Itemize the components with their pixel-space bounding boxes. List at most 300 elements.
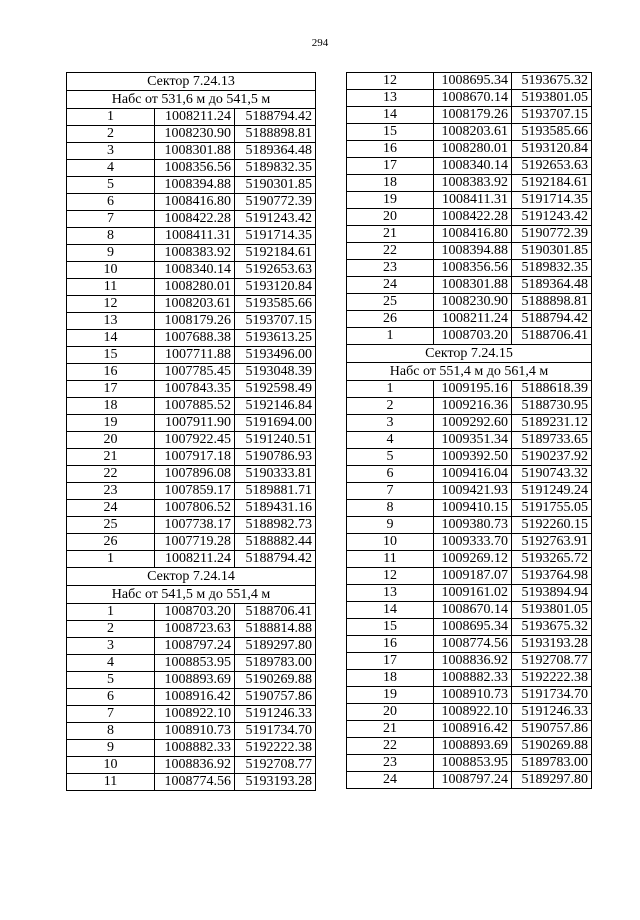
point-number: 15 bbox=[347, 619, 434, 636]
x-coordinate: 1008703.20 bbox=[434, 328, 512, 345]
y-coordinate: 5193585.66 bbox=[235, 296, 316, 313]
point-number: 22 bbox=[347, 738, 434, 755]
point-number: 9 bbox=[67, 245, 155, 262]
point-number: 1 bbox=[67, 604, 155, 621]
x-coordinate: 1008853.95 bbox=[434, 755, 512, 772]
y-coordinate: 5188882.44 bbox=[235, 534, 316, 551]
y-coordinate: 5193193.28 bbox=[512, 636, 592, 653]
y-coordinate: 5191249.24 bbox=[512, 483, 592, 500]
x-coordinate: 1008340.14 bbox=[155, 262, 235, 279]
y-coordinate: 5189881.71 bbox=[235, 483, 316, 500]
sector-title-row bbox=[67, 568, 316, 586]
x-coordinate: 1008910.73 bbox=[155, 723, 235, 740]
y-coordinate: 5189231.12 bbox=[512, 415, 592, 432]
x-coordinate: 1007896.08 bbox=[155, 466, 235, 483]
table-row bbox=[67, 655, 316, 672]
x-coordinate: 1008416.80 bbox=[434, 226, 512, 243]
point-number: 11 bbox=[67, 279, 155, 296]
point-number: 23 bbox=[347, 755, 434, 772]
y-coordinate: 5191714.35 bbox=[235, 228, 316, 245]
table-row bbox=[347, 260, 592, 277]
table-row bbox=[67, 126, 316, 143]
sector-height-range: Набс от 551,4 м до 561,4 м bbox=[347, 363, 592, 381]
point-number: 5 bbox=[67, 177, 155, 194]
x-coordinate: 1007785.45 bbox=[155, 364, 235, 381]
point-number: 23 bbox=[67, 483, 155, 500]
x-coordinate: 1008280.01 bbox=[434, 141, 512, 158]
point-number: 7 bbox=[67, 211, 155, 228]
point-number: 13 bbox=[67, 313, 155, 330]
point-number: 12 bbox=[347, 568, 434, 585]
y-coordinate: 5189364.48 bbox=[512, 277, 592, 294]
point-number: 17 bbox=[347, 653, 434, 670]
x-coordinate: 1008211.24 bbox=[155, 551, 235, 568]
table-row bbox=[67, 143, 316, 160]
table-row bbox=[347, 243, 592, 260]
x-coordinate: 1008211.24 bbox=[155, 109, 235, 126]
y-coordinate: 5189297.80 bbox=[512, 772, 592, 789]
y-coordinate: 5193764.98 bbox=[512, 568, 592, 585]
y-coordinate: 5189832.35 bbox=[235, 160, 316, 177]
table-row bbox=[347, 311, 592, 328]
table-row bbox=[67, 364, 316, 381]
point-number: 14 bbox=[347, 107, 434, 124]
table-row bbox=[67, 432, 316, 449]
y-coordinate: 5191240.51 bbox=[235, 432, 316, 449]
x-coordinate: 1009392.50 bbox=[434, 449, 512, 466]
point-number: 2 bbox=[347, 398, 434, 415]
point-number: 22 bbox=[67, 466, 155, 483]
y-coordinate: 5189733.65 bbox=[512, 432, 592, 449]
y-coordinate: 5190301.85 bbox=[512, 243, 592, 260]
point-number: 8 bbox=[347, 500, 434, 517]
x-coordinate: 1008922.10 bbox=[155, 706, 235, 723]
point-number: 25 bbox=[347, 294, 434, 311]
table-row bbox=[67, 313, 316, 330]
y-coordinate: 5193193.28 bbox=[235, 774, 316, 791]
x-coordinate: 1008695.34 bbox=[434, 73, 512, 90]
table-row bbox=[347, 568, 592, 585]
point-number: 1 bbox=[67, 551, 155, 568]
table-row bbox=[67, 466, 316, 483]
table-row bbox=[347, 381, 592, 398]
x-coordinate: 1009269.12 bbox=[434, 551, 512, 568]
table-row bbox=[67, 604, 316, 621]
x-coordinate: 1008280.01 bbox=[155, 279, 235, 296]
x-coordinate: 1009292.60 bbox=[434, 415, 512, 432]
point-number: 24 bbox=[67, 500, 155, 517]
x-coordinate: 1008230.90 bbox=[434, 294, 512, 311]
x-coordinate: 1008797.24 bbox=[434, 772, 512, 789]
point-number: 24 bbox=[347, 277, 434, 294]
x-coordinate: 1009216.36 bbox=[434, 398, 512, 415]
y-coordinate: 5191243.42 bbox=[512, 209, 592, 226]
x-coordinate: 1008670.14 bbox=[434, 602, 512, 619]
table-row bbox=[347, 226, 592, 243]
y-coordinate: 5193120.84 bbox=[235, 279, 316, 296]
y-coordinate: 5189783.00 bbox=[235, 655, 316, 672]
x-coordinate: 1008383.92 bbox=[155, 245, 235, 262]
y-coordinate: 5191714.35 bbox=[512, 192, 592, 209]
point-number: 20 bbox=[347, 704, 434, 721]
point-number: 20 bbox=[347, 209, 434, 226]
x-coordinate: 1008723.63 bbox=[155, 621, 235, 638]
x-coordinate: 1008774.56 bbox=[155, 774, 235, 791]
x-coordinate: 1007859.17 bbox=[155, 483, 235, 500]
y-coordinate: 5189431.16 bbox=[235, 500, 316, 517]
point-number: 19 bbox=[67, 415, 155, 432]
coordinates-table-right bbox=[346, 72, 592, 789]
point-number: 6 bbox=[67, 194, 155, 211]
x-coordinate: 1008695.34 bbox=[434, 619, 512, 636]
point-number: 26 bbox=[67, 534, 155, 551]
sector-title: Сектор 7.24.14 bbox=[67, 568, 316, 586]
sector-subtitle-row bbox=[67, 91, 316, 109]
y-coordinate: 5190772.39 bbox=[235, 194, 316, 211]
y-coordinate: 5188794.42 bbox=[235, 551, 316, 568]
point-number: 11 bbox=[347, 551, 434, 568]
x-coordinate: 1009195.16 bbox=[434, 381, 512, 398]
table-row bbox=[67, 177, 316, 194]
y-coordinate: 5190786.93 bbox=[235, 449, 316, 466]
x-coordinate: 1008836.92 bbox=[434, 653, 512, 670]
point-number: 26 bbox=[347, 311, 434, 328]
sector-title-row bbox=[67, 73, 316, 91]
x-coordinate: 1008211.24 bbox=[434, 311, 512, 328]
point-number: 12 bbox=[67, 296, 155, 313]
x-coordinate: 1007843.35 bbox=[155, 381, 235, 398]
x-coordinate: 1008356.56 bbox=[155, 160, 235, 177]
table-row bbox=[347, 466, 592, 483]
point-number: 18 bbox=[347, 175, 434, 192]
table-row bbox=[67, 757, 316, 774]
table-row bbox=[67, 228, 316, 245]
x-coordinate: 1008916.42 bbox=[155, 689, 235, 706]
x-coordinate: 1009416.04 bbox=[434, 466, 512, 483]
table-row bbox=[67, 534, 316, 551]
table-row bbox=[347, 687, 592, 704]
table-row bbox=[67, 109, 316, 126]
point-number: 8 bbox=[67, 228, 155, 245]
x-coordinate: 1008179.26 bbox=[434, 107, 512, 124]
table-row bbox=[347, 483, 592, 500]
point-number: 23 bbox=[347, 260, 434, 277]
table-row bbox=[347, 209, 592, 226]
table-row bbox=[67, 740, 316, 757]
point-number: 24 bbox=[347, 772, 434, 789]
point-number: 18 bbox=[67, 398, 155, 415]
sector-title-row bbox=[347, 345, 592, 363]
point-number: 17 bbox=[347, 158, 434, 175]
table-row bbox=[347, 602, 592, 619]
table-row bbox=[347, 721, 592, 738]
point-number: 15 bbox=[67, 347, 155, 364]
x-coordinate: 1008422.28 bbox=[155, 211, 235, 228]
x-coordinate: 1009187.07 bbox=[434, 568, 512, 585]
table-row bbox=[347, 670, 592, 687]
y-coordinate: 5191246.33 bbox=[512, 704, 592, 721]
table-row bbox=[67, 449, 316, 466]
x-coordinate: 1008394.88 bbox=[155, 177, 235, 194]
x-coordinate: 1008893.69 bbox=[155, 672, 235, 689]
y-coordinate: 5190772.39 bbox=[512, 226, 592, 243]
y-coordinate: 5192708.77 bbox=[512, 653, 592, 670]
point-number: 25 bbox=[67, 517, 155, 534]
x-coordinate: 1009380.73 bbox=[434, 517, 512, 534]
table-row bbox=[347, 449, 592, 466]
table-row bbox=[67, 415, 316, 432]
table-row bbox=[347, 500, 592, 517]
y-coordinate: 5192598.49 bbox=[235, 381, 316, 398]
point-number: 21 bbox=[347, 721, 434, 738]
point-number: 1 bbox=[347, 381, 434, 398]
y-coordinate: 5190757.86 bbox=[235, 689, 316, 706]
sector-height-range: Набс от 531,6 м до 541,5 м bbox=[67, 91, 316, 109]
y-coordinate: 5191246.33 bbox=[235, 706, 316, 723]
point-number: 1 bbox=[347, 328, 434, 345]
point-number: 7 bbox=[347, 483, 434, 500]
x-coordinate: 1009421.93 bbox=[434, 483, 512, 500]
x-coordinate: 1009410.15 bbox=[434, 500, 512, 517]
sector-subtitle-row bbox=[67, 586, 316, 604]
y-coordinate: 5188706.41 bbox=[512, 328, 592, 345]
table-row bbox=[347, 585, 592, 602]
point-number: 13 bbox=[347, 585, 434, 602]
table-row bbox=[67, 638, 316, 655]
table-row bbox=[347, 653, 592, 670]
y-coordinate: 5193265.72 bbox=[512, 551, 592, 568]
y-coordinate: 5190237.92 bbox=[512, 449, 592, 466]
x-coordinate: 1008356.56 bbox=[434, 260, 512, 277]
table-row bbox=[347, 328, 592, 345]
x-coordinate: 1008230.90 bbox=[155, 126, 235, 143]
x-coordinate: 1007738.17 bbox=[155, 517, 235, 534]
y-coordinate: 5190301.85 bbox=[235, 177, 316, 194]
y-coordinate: 5192653.63 bbox=[512, 158, 592, 175]
point-number: 19 bbox=[347, 687, 434, 704]
table-row bbox=[347, 175, 592, 192]
y-coordinate: 5190269.88 bbox=[235, 672, 316, 689]
x-coordinate: 1008411.31 bbox=[155, 228, 235, 245]
table-row bbox=[67, 381, 316, 398]
y-coordinate: 5192653.63 bbox=[235, 262, 316, 279]
y-coordinate: 5193707.15 bbox=[235, 313, 316, 330]
point-number: 10 bbox=[67, 262, 155, 279]
y-coordinate: 5189297.80 bbox=[235, 638, 316, 655]
x-coordinate: 1008922.10 bbox=[434, 704, 512, 721]
point-number: 4 bbox=[347, 432, 434, 449]
x-coordinate: 1008203.61 bbox=[434, 124, 512, 141]
table-row bbox=[67, 296, 316, 313]
table-row bbox=[347, 277, 592, 294]
y-coordinate: 5191734.70 bbox=[235, 723, 316, 740]
y-coordinate: 5191243.42 bbox=[235, 211, 316, 228]
y-coordinate: 5191755.05 bbox=[512, 500, 592, 517]
y-coordinate: 5193120.84 bbox=[512, 141, 592, 158]
x-coordinate: 1008910.73 bbox=[434, 687, 512, 704]
table-row bbox=[347, 755, 592, 772]
point-number: 5 bbox=[347, 449, 434, 466]
table-row bbox=[67, 517, 316, 534]
y-coordinate: 5188706.41 bbox=[235, 604, 316, 621]
point-number: 21 bbox=[67, 449, 155, 466]
y-coordinate: 5193801.05 bbox=[512, 602, 592, 619]
point-number: 20 bbox=[67, 432, 155, 449]
x-coordinate: 1008411.31 bbox=[434, 192, 512, 209]
point-number: 9 bbox=[67, 740, 155, 757]
table-row bbox=[347, 107, 592, 124]
x-coordinate: 1008670.14 bbox=[434, 90, 512, 107]
x-coordinate: 1008774.56 bbox=[434, 636, 512, 653]
point-number: 5 bbox=[67, 672, 155, 689]
table-row bbox=[67, 398, 316, 415]
y-coordinate: 5192146.84 bbox=[235, 398, 316, 415]
x-coordinate: 1008882.33 bbox=[434, 670, 512, 687]
sector-title: Сектор 7.24.15 bbox=[347, 345, 592, 363]
point-number: 14 bbox=[67, 330, 155, 347]
point-number: 3 bbox=[67, 638, 155, 655]
table-row bbox=[347, 73, 592, 90]
table-row bbox=[67, 551, 316, 568]
x-coordinate: 1008301.88 bbox=[434, 277, 512, 294]
point-number: 3 bbox=[347, 415, 434, 432]
table-row bbox=[347, 636, 592, 653]
y-coordinate: 5190269.88 bbox=[512, 738, 592, 755]
y-coordinate: 5189364.48 bbox=[235, 143, 316, 160]
point-number: 10 bbox=[67, 757, 155, 774]
point-number: 4 bbox=[67, 655, 155, 672]
sector-height-range: Набс от 541,5 м до 551,4 м bbox=[67, 586, 316, 604]
table-row bbox=[347, 141, 592, 158]
table-row bbox=[67, 245, 316, 262]
x-coordinate: 1009351.34 bbox=[434, 432, 512, 449]
point-number: 16 bbox=[67, 364, 155, 381]
table-row bbox=[67, 774, 316, 791]
point-number: 1 bbox=[67, 109, 155, 126]
table-row bbox=[67, 723, 316, 740]
point-number: 17 bbox=[67, 381, 155, 398]
point-number: 8 bbox=[67, 723, 155, 740]
y-coordinate: 5193675.32 bbox=[512, 73, 592, 90]
table-row bbox=[347, 398, 592, 415]
y-coordinate: 5188898.81 bbox=[512, 294, 592, 311]
table-row bbox=[347, 704, 592, 721]
y-coordinate: 5188898.81 bbox=[235, 126, 316, 143]
y-coordinate: 5190743.32 bbox=[512, 466, 592, 483]
y-coordinate: 5193585.66 bbox=[512, 124, 592, 141]
y-coordinate: 5189783.00 bbox=[512, 755, 592, 772]
page-number: 294 bbox=[311, 37, 329, 49]
x-coordinate: 1008853.95 bbox=[155, 655, 235, 672]
table-row bbox=[347, 415, 592, 432]
x-coordinate: 1008422.28 bbox=[434, 209, 512, 226]
y-coordinate: 5191694.00 bbox=[235, 415, 316, 432]
y-coordinate: 5188730.95 bbox=[512, 398, 592, 415]
y-coordinate: 5191734.70 bbox=[512, 687, 592, 704]
table-row bbox=[347, 551, 592, 568]
table-row bbox=[347, 124, 592, 141]
table-row bbox=[67, 330, 316, 347]
table-row bbox=[347, 738, 592, 755]
y-coordinate: 5188618.39 bbox=[512, 381, 592, 398]
x-coordinate: 1007922.45 bbox=[155, 432, 235, 449]
table-row bbox=[347, 772, 592, 789]
x-coordinate: 1008383.92 bbox=[434, 175, 512, 192]
point-number: 15 bbox=[347, 124, 434, 141]
x-coordinate: 1009161.02 bbox=[434, 585, 512, 602]
point-number: 2 bbox=[67, 126, 155, 143]
x-coordinate: 1008394.88 bbox=[434, 243, 512, 260]
y-coordinate: 5193707.15 bbox=[512, 107, 592, 124]
x-coordinate: 1008797.24 bbox=[155, 638, 235, 655]
table-row bbox=[67, 262, 316, 279]
y-coordinate: 5188982.73 bbox=[235, 517, 316, 534]
point-number: 4 bbox=[67, 160, 155, 177]
table-row bbox=[67, 672, 316, 689]
sector-subtitle-row bbox=[347, 363, 592, 381]
y-coordinate: 5193894.94 bbox=[512, 585, 592, 602]
x-coordinate: 1008340.14 bbox=[434, 158, 512, 175]
table-row bbox=[347, 619, 592, 636]
table-row bbox=[67, 621, 316, 638]
y-coordinate: 5193675.32 bbox=[512, 619, 592, 636]
point-number: 16 bbox=[347, 636, 434, 653]
x-coordinate: 1008882.33 bbox=[155, 740, 235, 757]
point-number: 14 bbox=[347, 602, 434, 619]
y-coordinate: 5193496.00 bbox=[235, 347, 316, 364]
table-row bbox=[347, 432, 592, 449]
table-row bbox=[67, 194, 316, 211]
y-coordinate: 5192184.61 bbox=[512, 175, 592, 192]
table-row bbox=[67, 706, 316, 723]
table-row bbox=[67, 689, 316, 706]
x-coordinate: 1007806.52 bbox=[155, 500, 235, 517]
point-number: 2 bbox=[67, 621, 155, 638]
coordinates-table-left bbox=[66, 72, 316, 791]
y-coordinate: 5193613.25 bbox=[235, 330, 316, 347]
y-coordinate: 5192708.77 bbox=[235, 757, 316, 774]
y-coordinate: 5192260.15 bbox=[512, 517, 592, 534]
x-coordinate: 1007711.88 bbox=[155, 347, 235, 364]
y-coordinate: 5193048.39 bbox=[235, 364, 316, 381]
table-row bbox=[67, 483, 316, 500]
table-row bbox=[67, 211, 316, 228]
point-number: 13 bbox=[347, 90, 434, 107]
y-coordinate: 5192763.91 bbox=[512, 534, 592, 551]
x-coordinate: 1009333.70 bbox=[434, 534, 512, 551]
table-row bbox=[347, 294, 592, 311]
x-coordinate: 1008416.80 bbox=[155, 194, 235, 211]
point-number: 21 bbox=[347, 226, 434, 243]
point-number: 12 bbox=[347, 73, 434, 90]
x-coordinate: 1007719.28 bbox=[155, 534, 235, 551]
point-number: 6 bbox=[67, 689, 155, 706]
y-coordinate: 5193801.05 bbox=[512, 90, 592, 107]
x-coordinate: 1008703.20 bbox=[155, 604, 235, 621]
table-row bbox=[347, 192, 592, 209]
y-coordinate: 5192222.38 bbox=[235, 740, 316, 757]
y-coordinate: 5188794.42 bbox=[235, 109, 316, 126]
table-row bbox=[67, 500, 316, 517]
y-coordinate: 5189832.35 bbox=[512, 260, 592, 277]
y-coordinate: 5192222.38 bbox=[512, 670, 592, 687]
table-row bbox=[67, 347, 316, 364]
x-coordinate: 1008893.69 bbox=[434, 738, 512, 755]
point-number: 18 bbox=[347, 670, 434, 687]
point-number: 11 bbox=[67, 774, 155, 791]
x-coordinate: 1008203.61 bbox=[155, 296, 235, 313]
table-row bbox=[67, 279, 316, 296]
